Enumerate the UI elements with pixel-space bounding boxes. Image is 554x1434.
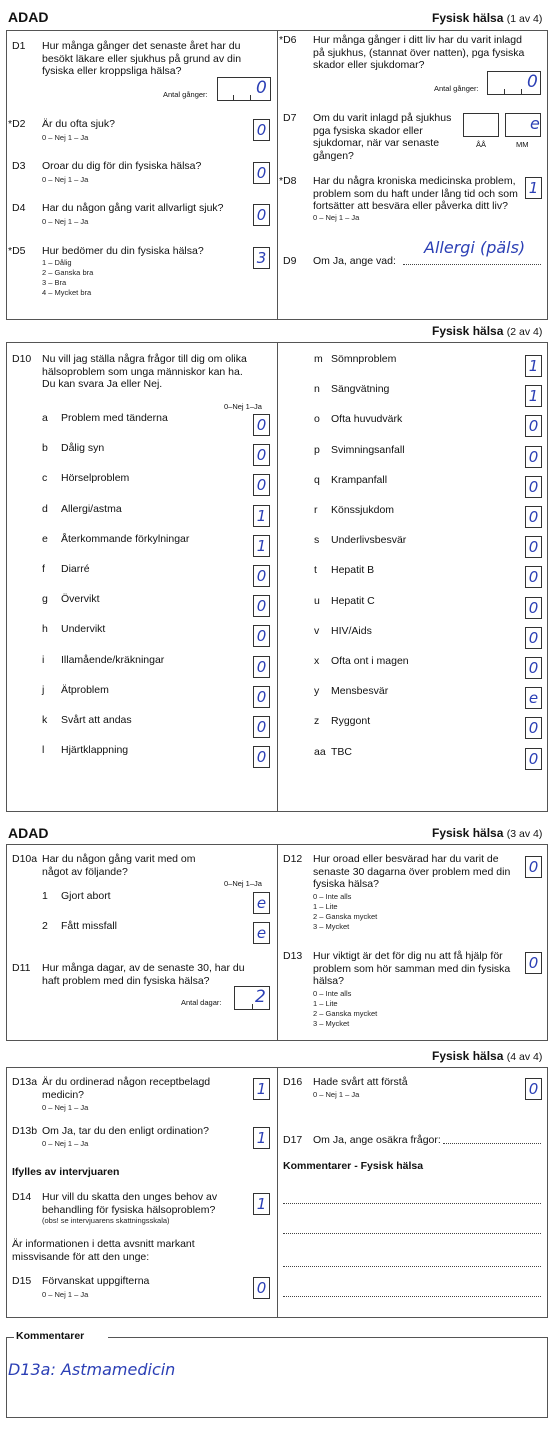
- comments-heading: Kommentarer - Fysisk hälsa: [283, 1160, 424, 1172]
- yes-no-options: 0 – Nej 1 – Ja: [42, 1103, 89, 1112]
- answer-box[interactable]: 0: [525, 597, 542, 619]
- answer-box[interactable]: 0: [525, 446, 542, 468]
- question-text: Förvanskat uppgifterna: [42, 1275, 150, 1287]
- item-letter: h: [42, 623, 48, 636]
- interviewer-heading: Ifylles av intervjuaren: [12, 1166, 120, 1178]
- answer-box[interactable]: 1: [253, 1078, 270, 1100]
- yes-no-options: 0 – Nej 1 – Ja: [42, 217, 89, 226]
- count-label: Antal dagar:: [181, 998, 222, 1007]
- question-text: Hade svårt att förstå: [313, 1076, 408, 1088]
- question-id: D14: [12, 1191, 32, 1203]
- answer-box[interactable]: 0: [253, 119, 270, 141]
- comment-line[interactable]: [283, 1266, 541, 1267]
- question-id: D7: [283, 112, 297, 124]
- question-id: D16: [283, 1076, 303, 1088]
- item-label: Ofta ont i magen: [331, 655, 409, 667]
- item-label: Hepatit B: [331, 564, 375, 577]
- item-label: TBC: [331, 745, 352, 758]
- option-header: 0–Nej 1–Ja: [224, 402, 262, 411]
- question-text: Om du varit inlagd på sjukhus pga fysiska skador eller sjukdomar, när var senaste gången?: [313, 112, 452, 162]
- comment-line[interactable]: [283, 1233, 541, 1234]
- item-label: Illamående/kräkningar: [61, 653, 165, 666]
- item-letter: f: [42, 563, 45, 575]
- option-list: 1 – Dålig 2 – Ganska bra 3 – Bra 4 – Mycket bra: [42, 258, 94, 297]
- question-id: D4: [12, 202, 26, 214]
- misleading-text: Är informationen i detta avsnitt markant missvisande för att den unge:: [12, 1238, 195, 1263]
- yes-no-options: 0 – Nej 1 – Ja: [313, 1090, 360, 1099]
- item-label: Återkommande förkylningar: [61, 532, 190, 545]
- answer-box[interactable]: 0: [253, 204, 270, 226]
- answer-box[interactable]: 0: [253, 1277, 270, 1299]
- yes-no-options: 0 – Nej 1 – Ja: [42, 133, 89, 142]
- yes-no-options: 0 – Nej 1 – Ja: [42, 1139, 89, 1148]
- option-list: 0 – Inte alls 1 – Lite 2 – Ganska mycket 3 – Mycket: [313, 892, 378, 931]
- answer-box[interactable]: e: [253, 892, 270, 914]
- answer-box[interactable]: 0: [525, 952, 542, 974]
- question-text: Hur bedömer du din fysiska hälsa?: [42, 245, 204, 257]
- question-text: Har du några kroniska medicinska problem, problem som du haft under lång tid och som fortsätter att besvära eller påverka ditt liv?: [313, 175, 518, 212]
- item-letter: p: [314, 443, 320, 456]
- answer-box[interactable]: 0: [525, 717, 542, 739]
- answer-handwritten[interactable]: Allergi (päls): [424, 238, 526, 257]
- question-id: D13b: [12, 1125, 38, 1137]
- answer-box[interactable]: 0: [525, 856, 542, 878]
- item-letter: s: [314, 534, 320, 547]
- question-id: D13: [283, 950, 303, 962]
- item-letter: n: [314, 383, 320, 396]
- item-number: 2: [42, 920, 48, 932]
- question-text: Har du någon gång varit allvarligt sjuk?: [42, 202, 224, 214]
- section-title-1: Fysisk hälsa (1 av 4): [432, 11, 543, 25]
- item-label: HIV/Aids: [331, 624, 372, 637]
- item-label: Hörselproblem: [61, 472, 130, 485]
- comments-legend: Kommentarer: [14, 1330, 88, 1342]
- answer-box[interactable]: 0: [525, 627, 542, 649]
- answer-box[interactable]: 0: [525, 1078, 542, 1100]
- question-text: Hur oroad eller besvärad har du varit de senaste 30 dagarna över problem med din fysiska hälsa?: [313, 853, 511, 890]
- answer-box[interactable]: 0: [525, 566, 542, 588]
- item-label: Ofta huvudvärk: [331, 413, 403, 426]
- item-label: Sängvätning: [331, 383, 390, 396]
- yes-no-options: 0 – Nej 1 – Ja: [42, 175, 89, 184]
- panel-divider: [277, 342, 278, 812]
- question-id: D1: [12, 40, 26, 52]
- item-letter: c: [42, 472, 48, 485]
- question-id: D13a: [12, 1076, 38, 1088]
- item-label: Dålig syn: [61, 442, 105, 455]
- item-letter: x: [314, 655, 320, 667]
- answer-handwritten: 0: [527, 72, 538, 92]
- note-text: (obs! se intervjuarens skattningsskala): [42, 1216, 170, 1225]
- question-text: Hur många gånger det senaste året har du besökt läkare eller sjukhus på grund av din fysiska eller kroppsliga hälsa?: [42, 40, 242, 77]
- item-label: Sömnproblem: [331, 353, 397, 365]
- answer-box[interactable]: 0: [253, 746, 270, 768]
- answer-box[interactable]: e: [253, 922, 270, 944]
- question-id: D15: [12, 1275, 32, 1287]
- answer-handwritten: 2: [255, 987, 266, 1007]
- item-letter: a: [42, 412, 48, 424]
- month-answer: e: [530, 114, 540, 133]
- answer-handwritten: 0: [256, 78, 267, 98]
- yes-no-options: 0 – Nej 1 – Ja: [42, 1290, 89, 1299]
- question-text: Nu vill jag ställa några frågor till dig om olika hälsoproblem som unga människor kan ha. Du kan svara Ja eller Nej.: [42, 353, 247, 390]
- item-letter: r: [314, 504, 318, 516]
- item-label: Diarré: [61, 563, 90, 575]
- comment-line[interactable]: [283, 1203, 541, 1204]
- answer-box[interactable]: e: [525, 687, 542, 709]
- answer-box[interactable]: 0: [253, 414, 270, 436]
- answer-box[interactable]: 1: [253, 1127, 270, 1149]
- question-id: D12: [283, 853, 303, 865]
- question-id: D10: [12, 353, 32, 365]
- question-text: Hur vill du skatta den unges behov av behandling för fysiska hälsoproblem?: [42, 1191, 218, 1216]
- panel-divider: [277, 844, 278, 1041]
- form-title: ADAD: [8, 825, 49, 841]
- item-letter: z: [314, 715, 320, 728]
- item-label: Hjärtklappning: [61, 744, 129, 757]
- year-box[interactable]: [463, 113, 499, 137]
- answer-box[interactable]: 1: [253, 535, 270, 557]
- question-text: Är du ofta sjuk?: [42, 118, 115, 130]
- item-label: Krampanfall: [331, 473, 388, 486]
- item-label: Allergi/astma: [61, 502, 122, 515]
- item-letter: i: [42, 653, 45, 666]
- answer-box[interactable]: 3: [253, 247, 270, 269]
- question-text: Om Ja, ange osäkra frågor:: [313, 1134, 441, 1146]
- answer-box[interactable]: 1: [525, 177, 542, 199]
- count-label: Antal gånger:: [163, 90, 208, 99]
- d17-answer-line[interactable]: [443, 1143, 541, 1144]
- answer-box[interactable]: 1: [253, 505, 270, 527]
- item-letter: y: [314, 685, 320, 698]
- answer-box[interactable]: 0: [253, 565, 270, 587]
- panel-divider: [277, 30, 278, 320]
- item-label: Svimningsanfall: [331, 443, 405, 456]
- section-title-2: Fysisk hälsa (2 av 4): [432, 324, 543, 338]
- item-letter: o: [314, 413, 320, 426]
- section-title-4: Fysisk hälsa (4 av 4): [432, 1049, 543, 1063]
- item-label: Underlivsbesvär: [331, 534, 407, 547]
- item-label: Mensbesvär: [331, 685, 389, 698]
- section-title-3: Fysisk hälsa (3 av 4): [432, 826, 543, 840]
- answer-box[interactable]: 1: [525, 355, 542, 377]
- question-id: D3: [12, 160, 26, 172]
- question-text: Har du någon gång varit med om något av följande?: [42, 853, 196, 878]
- yes-no-options: 0 – Nej 1 – Ja: [313, 213, 360, 222]
- item-letter: d: [42, 502, 48, 515]
- item-label: Svårt att andas: [61, 714, 132, 726]
- item-letter: e: [42, 532, 48, 545]
- question-id: *D5: [8, 245, 26, 257]
- question-text: Hur många gånger i ditt liv har du varit inlagd på sjukhus, (stannat över natten), pga fysiska skador eller sjukdomar?: [313, 34, 525, 71]
- item-letter: j: [42, 683, 45, 696]
- answer-box[interactable]: 0: [525, 415, 542, 437]
- item-letter: v: [314, 624, 320, 637]
- question-id: *D6: [279, 34, 297, 46]
- item-label: Könssjukdom: [331, 504, 395, 516]
- year-label: ÅÅ: [476, 140, 487, 149]
- answer-box[interactable]: 0: [525, 657, 542, 679]
- answer-box[interactable]: 1: [253, 1193, 270, 1215]
- item-label: Ryggont: [331, 715, 371, 728]
- answer-box[interactable]: 0: [253, 444, 270, 466]
- question-text: Hur många dagar, av de senaste 30, har du haft problem med din fysiska hälsa?: [42, 962, 245, 987]
- answer-box[interactable]: 0: [525, 748, 542, 770]
- answer-box[interactable]: 0: [525, 536, 542, 558]
- item-letter: g: [42, 593, 48, 606]
- item-letter: q: [314, 473, 320, 486]
- answer-box[interactable]: 1: [525, 385, 542, 407]
- item-label: Fått missfall: [61, 920, 118, 932]
- item-label: Ätproblem: [61, 683, 109, 696]
- item-letter: u: [314, 594, 320, 607]
- answer-box[interactable]: 0: [525, 506, 542, 528]
- question-text: Oroar du dig för din fysiska hälsa?: [42, 160, 202, 172]
- answer-box[interactable]: 0: [253, 474, 270, 496]
- form-title: ADAD: [8, 9, 49, 25]
- item-label: Undervikt: [61, 623, 106, 636]
- comment-line[interactable]: [283, 1296, 541, 1297]
- answer-box[interactable]: 0: [253, 162, 270, 184]
- item-label: Hepatit C: [331, 594, 375, 607]
- question-text: Om Ja, ange vad:: [313, 255, 396, 267]
- question-text: Om Ja, tar du den enligt ordination?: [42, 1125, 209, 1137]
- comment-handwritten: D13a: Astmamedicin: [8, 1360, 176, 1379]
- question-text: Hur viktigt är det för dig nu att få hjälp för problem som hör samman med din fysiska hälsa?: [313, 950, 511, 987]
- item-letter: t: [314, 564, 317, 577]
- panel-divider: [277, 1067, 278, 1318]
- question-text: Är du ordinerad någon receptbelagd medicin?: [42, 1076, 211, 1101]
- question-id: D17: [283, 1134, 303, 1146]
- answer-box[interactable]: 0: [253, 716, 270, 738]
- item-letter: m: [314, 353, 323, 365]
- count-label: Antal gånger:: [434, 84, 479, 93]
- question-id: *D2: [8, 118, 26, 130]
- question-id: *D8: [279, 175, 297, 187]
- option-list: 0 – Inte alls 1 – Lite 2 – Ganska mycket 3 – Mycket: [313, 989, 378, 1028]
- month-label: MM: [516, 140, 529, 149]
- item-letter: k: [42, 714, 48, 726]
- item-letter: aa: [314, 745, 326, 758]
- answer-box[interactable]: 0: [253, 595, 270, 617]
- answer-box[interactable]: 0: [253, 656, 270, 678]
- answer-box[interactable]: 0: [253, 625, 270, 647]
- item-letter: b: [42, 442, 48, 455]
- item-letter: l: [42, 744, 45, 757]
- item-label: Gjort abort: [61, 890, 111, 902]
- option-header: 0–Nej 1–Ja: [224, 879, 262, 888]
- question-id: D9: [283, 255, 297, 267]
- answer-box[interactable]: 0: [525, 476, 542, 498]
- question-id: D11: [12, 962, 31, 974]
- item-number: 1: [42, 890, 48, 902]
- question-id: D10a: [12, 853, 38, 865]
- answer-box[interactable]: 0: [253, 686, 270, 708]
- item-label: Problem med tänderna: [61, 412, 168, 424]
- item-label: Övervikt: [61, 593, 100, 606]
